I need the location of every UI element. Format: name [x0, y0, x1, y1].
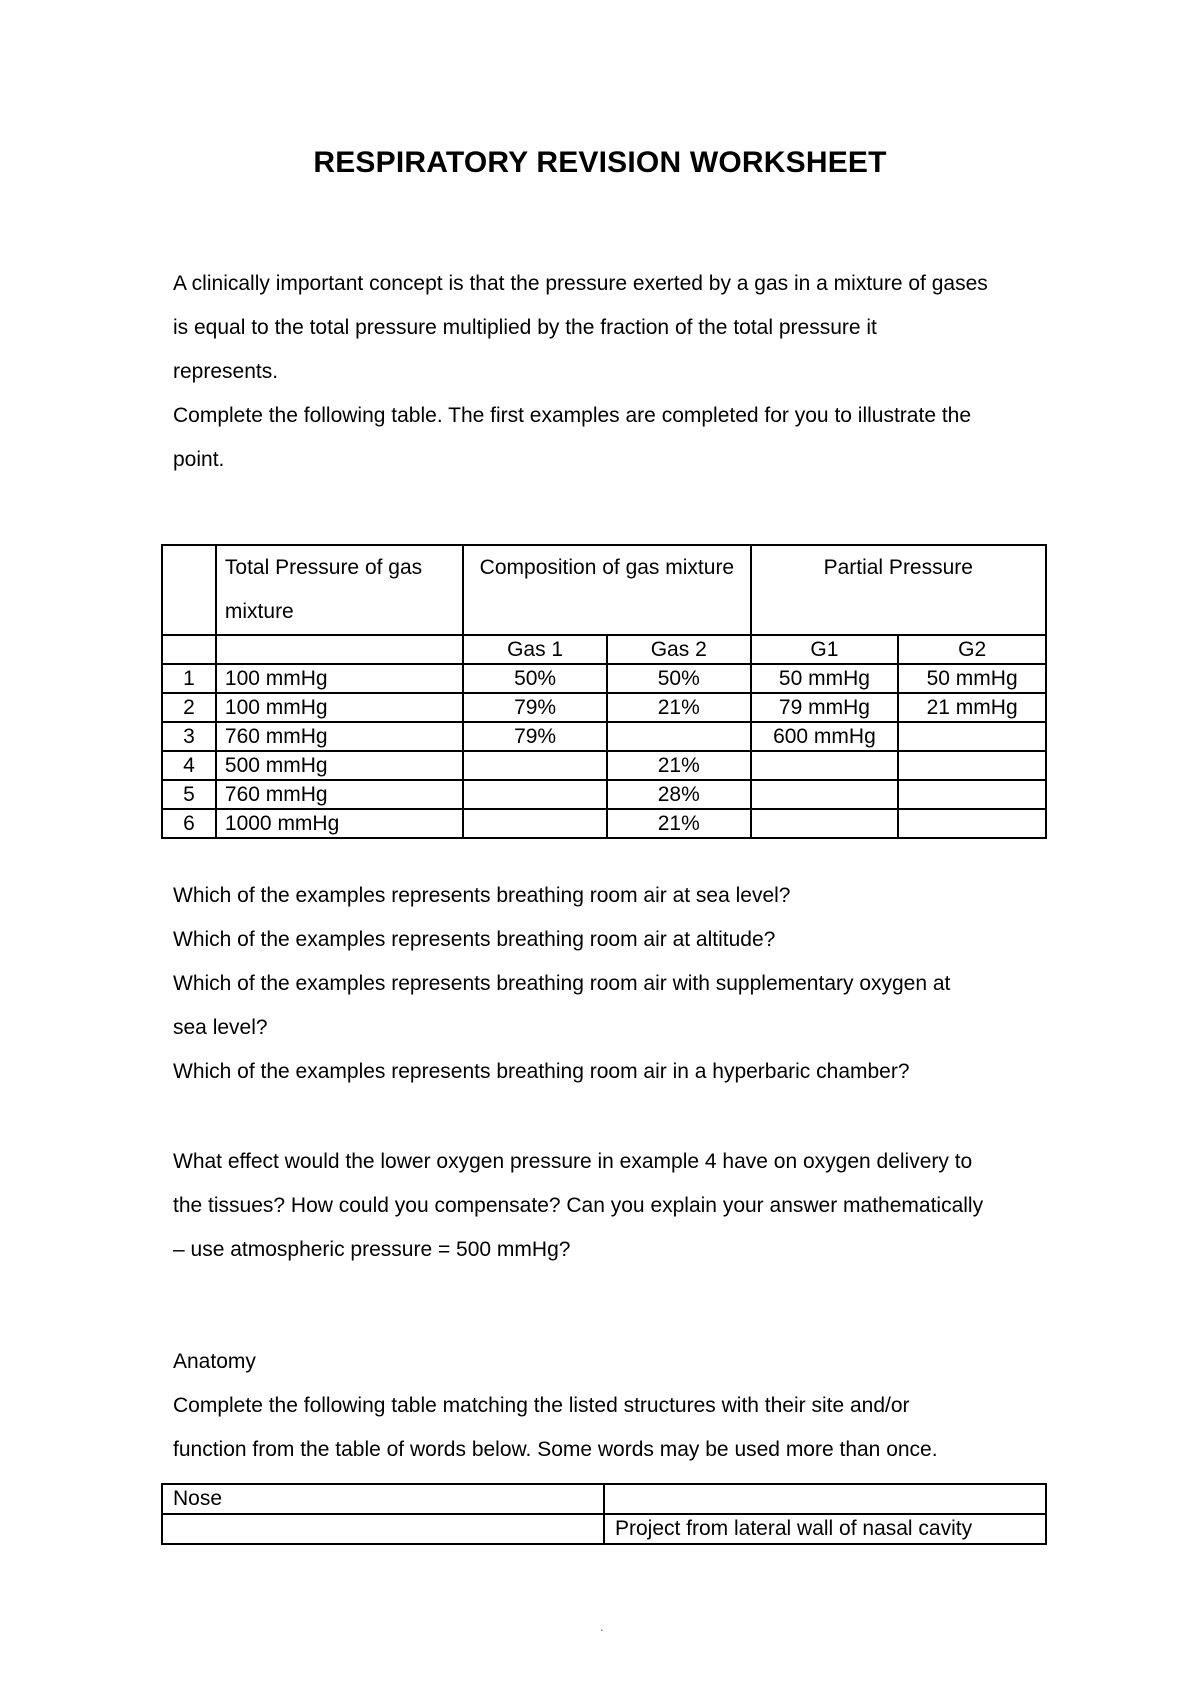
subheader-gas1: Gas 1: [463, 635, 607, 664]
intro-line: is equal to the total pressure multiplied by the fraction of the total pressure it: [173, 316, 877, 339]
effect-line: the tissues? How could you compensate? Can you explain your answer mathematically: [173, 1194, 984, 1217]
anatomy-instruction: Complete the following table matching the listed structures with their site and/or: [173, 1394, 910, 1417]
gas1-cell[interactable]: [463, 809, 607, 838]
anatomy-instruction: function from the table of words below. Some words may be used more than once.: [173, 1438, 938, 1461]
gas2-cell[interactable]: [607, 722, 751, 751]
subheader-gas2: Gas 2: [607, 635, 751, 664]
table-row: [162, 780, 1046, 809]
total-pressure-cell: 760 mmHg: [216, 722, 463, 751]
g2-cell[interactable]: [898, 751, 1046, 780]
table-row: [162, 751, 1046, 780]
row-number: 6: [162, 809, 216, 838]
effect-question-block: [173, 1140, 1053, 1272]
g1-cell[interactable]: [751, 809, 899, 838]
header-total-pressure: Total Pressure of gas mixture: [216, 545, 463, 635]
partial-pressure-table: [161, 544, 1047, 839]
anatomy-table: [161, 1483, 1047, 1545]
row-number: 2: [162, 693, 216, 722]
g2-cell: 21 mmHg: [898, 693, 1046, 722]
subheader-g2: G2: [898, 635, 1046, 664]
subheader-g1: G1: [751, 635, 899, 664]
row-number: 4: [162, 751, 216, 780]
gas1-cell: 79%: [463, 693, 607, 722]
page-title: RESPIRATORY REVISION WORKSHEET: [313, 146, 887, 179]
gas2-cell: 28%: [607, 780, 751, 809]
total-pressure-cell: 500 mmHg: [216, 751, 463, 780]
intro-line: represents.: [173, 360, 279, 383]
g2-cell[interactable]: [898, 780, 1046, 809]
anatomy-heading: Anatomy: [173, 1350, 256, 1373]
question: Which of the examples represents breathing room air with supplementary oxygen at: [173, 972, 951, 995]
g1-cell[interactable]: [751, 780, 899, 809]
g1-cell: 50 mmHg: [751, 664, 899, 693]
site-cell: Project from lateral wall of nasal cavity: [604, 1514, 1046, 1544]
g1-cell: 79 mmHg: [751, 693, 899, 722]
table-cell: [216, 635, 463, 664]
g1-cell[interactable]: [751, 751, 899, 780]
row-number: 5: [162, 780, 216, 809]
total-pressure-cell: 1000 mmHg: [216, 809, 463, 838]
table-row: [162, 809, 1046, 838]
question: sea level?: [173, 1016, 268, 1039]
structure-cell[interactable]: [162, 1514, 604, 1544]
g2-cell[interactable]: [898, 809, 1046, 838]
total-pressure-cell: 760 mmHg: [216, 780, 463, 809]
total-pressure-cell: 100 mmHg: [216, 664, 463, 693]
table-cell: [162, 545, 216, 635]
total-pressure-cell: 100 mmHg: [216, 693, 463, 722]
gas2-cell: 21%: [607, 751, 751, 780]
g2-cell[interactable]: [898, 722, 1046, 751]
gas2-cell: 50%: [607, 664, 751, 693]
question: Which of the examples represents breathing room air at sea level?: [173, 884, 791, 907]
effect-line: What effect would the lower oxygen pressure in example 4 have on oxygen delivery to: [173, 1150, 973, 1173]
gas1-cell[interactable]: [463, 780, 607, 809]
table-row: [162, 664, 1046, 693]
question: Which of the examples represents breathing room air at altitude?: [173, 928, 776, 951]
intro-paragraph: [173, 262, 1053, 482]
gas2-cell: 21%: [607, 809, 751, 838]
table-subheader-row: [162, 635, 1046, 664]
table-row: [162, 722, 1046, 751]
intro-line: A clinically important concept is that the pressure exerted by a gas in a mixture of gases: [173, 272, 988, 295]
effect-line: – use atmospheric pressure = 500 mmHg?: [173, 1238, 571, 1261]
gas2-cell: 21%: [607, 693, 751, 722]
structure-cell: Nose: [162, 1484, 604, 1514]
gas1-cell: 79%: [463, 722, 607, 751]
table-header-row: [162, 545, 1046, 635]
g1-cell: 600 mmHg: [751, 722, 899, 751]
intro-line: Complete the following table. The first examples are completed for you to illustrate the: [173, 404, 972, 427]
table-row: [162, 693, 1046, 722]
header-composition: Composition of gas mixture: [463, 545, 750, 635]
site-cell[interactable]: [604, 1484, 1046, 1514]
gas1-cell: 50%: [463, 664, 607, 693]
table-row: [162, 1514, 1046, 1544]
header-partial-pressure: Partial Pressure: [751, 545, 1046, 635]
questions-block: [173, 874, 1053, 1094]
gas1-cell[interactable]: [463, 751, 607, 780]
anatomy-section: [173, 1340, 1053, 1472]
question: Which of the examples represents breathing room air in a hyperbaric chamber?: [173, 1060, 910, 1083]
intro-line: point.: [173, 448, 225, 471]
row-number: 1: [162, 664, 216, 693]
table-row: [162, 1484, 1046, 1514]
g2-cell: 50 mmHg: [898, 664, 1046, 693]
footer-mark: .: [600, 1620, 604, 1634]
row-number: 3: [162, 722, 216, 751]
table-cell: [162, 635, 216, 664]
